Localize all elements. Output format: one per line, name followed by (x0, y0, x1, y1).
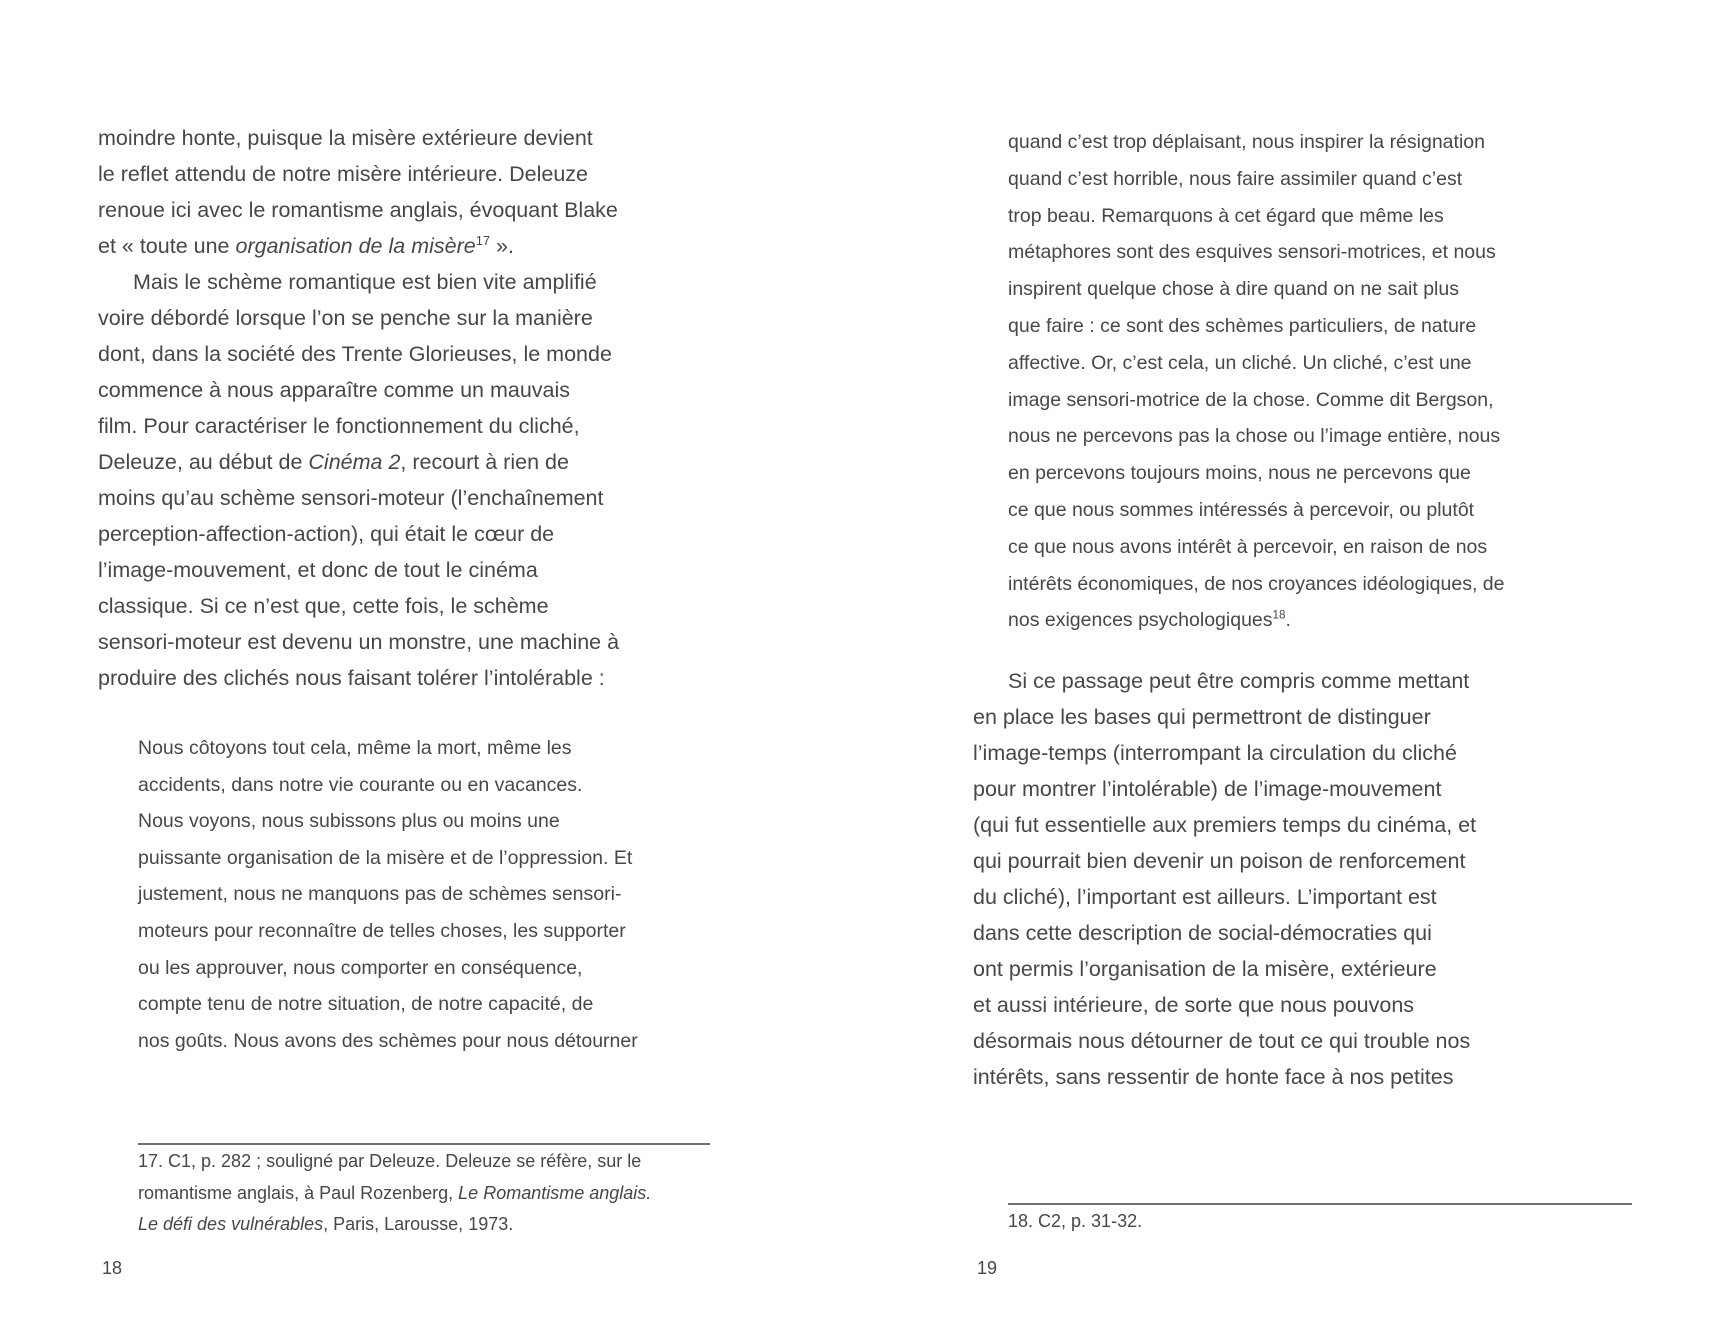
text-line: le reflet attendu de notre misère intérieure. Deleuze (98, 162, 588, 186)
text-line: nos exigences psychologiques$^{18}$. (1008, 608, 1291, 632)
text-line: moteurs pour reconnaître de telles choses, les supporter (138, 919, 626, 942)
text-line: dont, dans la société des Trente Glorieuses, le monde (98, 342, 612, 366)
text-line: quand c’est horrible, nous faire assimiler quand c’est (1008, 167, 1463, 190)
text-line: métaphores sont des esquives sensori-motrices, et nous (1008, 241, 1496, 264)
left-page-block-quote (138, 730, 638, 1059)
text-line: perception-affection-action), qui était le cœur de (98, 522, 555, 546)
text-line: renoue ici avec le romantisme anglais, évoquant Blake (98, 198, 618, 222)
right-page-body (973, 663, 1476, 1095)
text-line: quand c’est trop déplaisant, nous inspirer la résignation (1008, 131, 1485, 153)
left-page-footnote (138, 1146, 651, 1241)
text-line: pour montrer l’intolérable) de l’image-mouvement (973, 777, 1442, 801)
text-line: intérêts économiques, de nos croyances idéologiques, de (1008, 572, 1505, 595)
text-line: l’image-temps (interrompant la circulation du cliché (973, 741, 1457, 765)
paragraph (98, 120, 619, 264)
text-line: et aussi intérieure, de sorte que nous pouvons (973, 993, 1415, 1017)
text-line: et « toute une organisation de la misère$^{17}$ ». (98, 232, 514, 258)
text-line: 17. C1, p. 282 ; souligné par Deleuze. Deleuze se réfère, sur le (138, 1151, 642, 1171)
text-line: commence à nous apparaître comme un mauvais (98, 378, 571, 402)
text-line: en place les bases qui permettront de distinguer (973, 705, 1431, 729)
text-line: 18. C2, p. 31-32. (1008, 1211, 1143, 1231)
paragraph (973, 663, 1476, 1095)
text-line: classique. Si ce n’est que, cette fois, le schème (98, 594, 549, 618)
text-line: ce que nous avons intérêt à percevoir, en raison de nos (1008, 535, 1488, 558)
text-line: Si ce passage peut être compris comme mettant (1008, 669, 1470, 693)
footnote-rule (1008, 1203, 1632, 1205)
text-line: désormais nous détourner de tout ce qui trouble nos (973, 1029, 1471, 1053)
text-line: film. Pour caractériser le fonctionnement du cliché, (98, 414, 580, 438)
text-line: nous ne percevons pas la chose ou l’image entière, nous (1008, 425, 1501, 448)
text-line: trop beau. Remarquons à cet égard que même les (1008, 204, 1444, 227)
text-line: accidents, dans notre vie courante ou en vacances. (138, 773, 583, 796)
text-line: ce que nous sommes intéressés à percevoir, ou plutôt (1008, 498, 1475, 521)
right-page-number: 19 (977, 1258, 998, 1278)
text-line: produire des clichés nous faisant tolérer l’intolérable : (98, 666, 605, 690)
text-line: puissante organisation de la misère et de l’oppression. Et (138, 846, 633, 869)
right-page-footnote (1008, 1206, 1142, 1238)
text-line: que faire : ce sont des schèmes particuliers, de nature (1008, 314, 1477, 337)
text-line: moins qu’au schème sensori-moteur (l’enchaînement (98, 486, 604, 510)
text-line: sensori-moteur est devenu un monstre, une machine à (98, 630, 620, 654)
text-line: image sensori-motrice de la chose. Comme dit Bergson, (1008, 388, 1494, 411)
text-line: Le défi des vulnérables, Paris, Larousse, 1973. (138, 1214, 514, 1234)
text-line: ont permis l’organisation de la misère, extérieure (973, 957, 1437, 981)
footnote-rule (138, 1143, 710, 1145)
text-line: en percevons toujours moins, nous ne percevons que (1008, 462, 1471, 485)
text-line: inspirent quelque chose à dire quand on ne sait plus (1008, 278, 1459, 301)
left-page-body (98, 120, 619, 696)
text-line: moindre honte, puisque la misère extérieure devient (98, 126, 593, 150)
text-line: justement, nous ne manquons pas de schèmes sensori- (138, 883, 622, 906)
text-line: qui pourrait bien devenir un poison de renforcement (973, 849, 1466, 873)
left-page-number: 18 (102, 1258, 123, 1278)
text-line: (qui fut essentielle aux premiers temps du cinéma, et (973, 813, 1477, 837)
text-line: nos goûts. Nous avons des schèmes pour nous détourner (138, 1029, 638, 1052)
text-line: Deleuze, au début de Cinéma 2, recourt à rien de (98, 450, 569, 474)
right-page-quote-continuation (1008, 124, 1504, 639)
text-line: affective. Or, c’est cela, un cliché. Un cliché, c’est une (1008, 351, 1472, 374)
text-line: Nous côtoyons tout cela, même la mort, même les (138, 737, 572, 759)
text-line: dans cette description de social-démocraties qui (973, 921, 1432, 945)
text-line: Nous voyons, nous subissons plus ou moins une (138, 810, 560, 833)
paragraph (98, 264, 619, 696)
text-line: intérêts, sans ressentir de honte face à nos petites (973, 1065, 1454, 1089)
text-line: romantisme anglais, à Paul Rozenberg, Le Romantisme anglais. (138, 1182, 652, 1203)
text-line: Mais le schème romantique est bien vite amplifié (133, 270, 597, 294)
text-line: ou les approuver, nous comporter en conséquence, (138, 956, 583, 979)
text-line: compte tenu de notre situation, de notre capacité, de (138, 993, 594, 1016)
text-line: l’image-mouvement, et donc de tout le cinéma (98, 558, 538, 582)
text-line: du cliché), l’important est ailleurs. L’important est (973, 885, 1437, 909)
text-line: voire débordé lorsque l’on se penche sur la manière (98, 306, 593, 330)
